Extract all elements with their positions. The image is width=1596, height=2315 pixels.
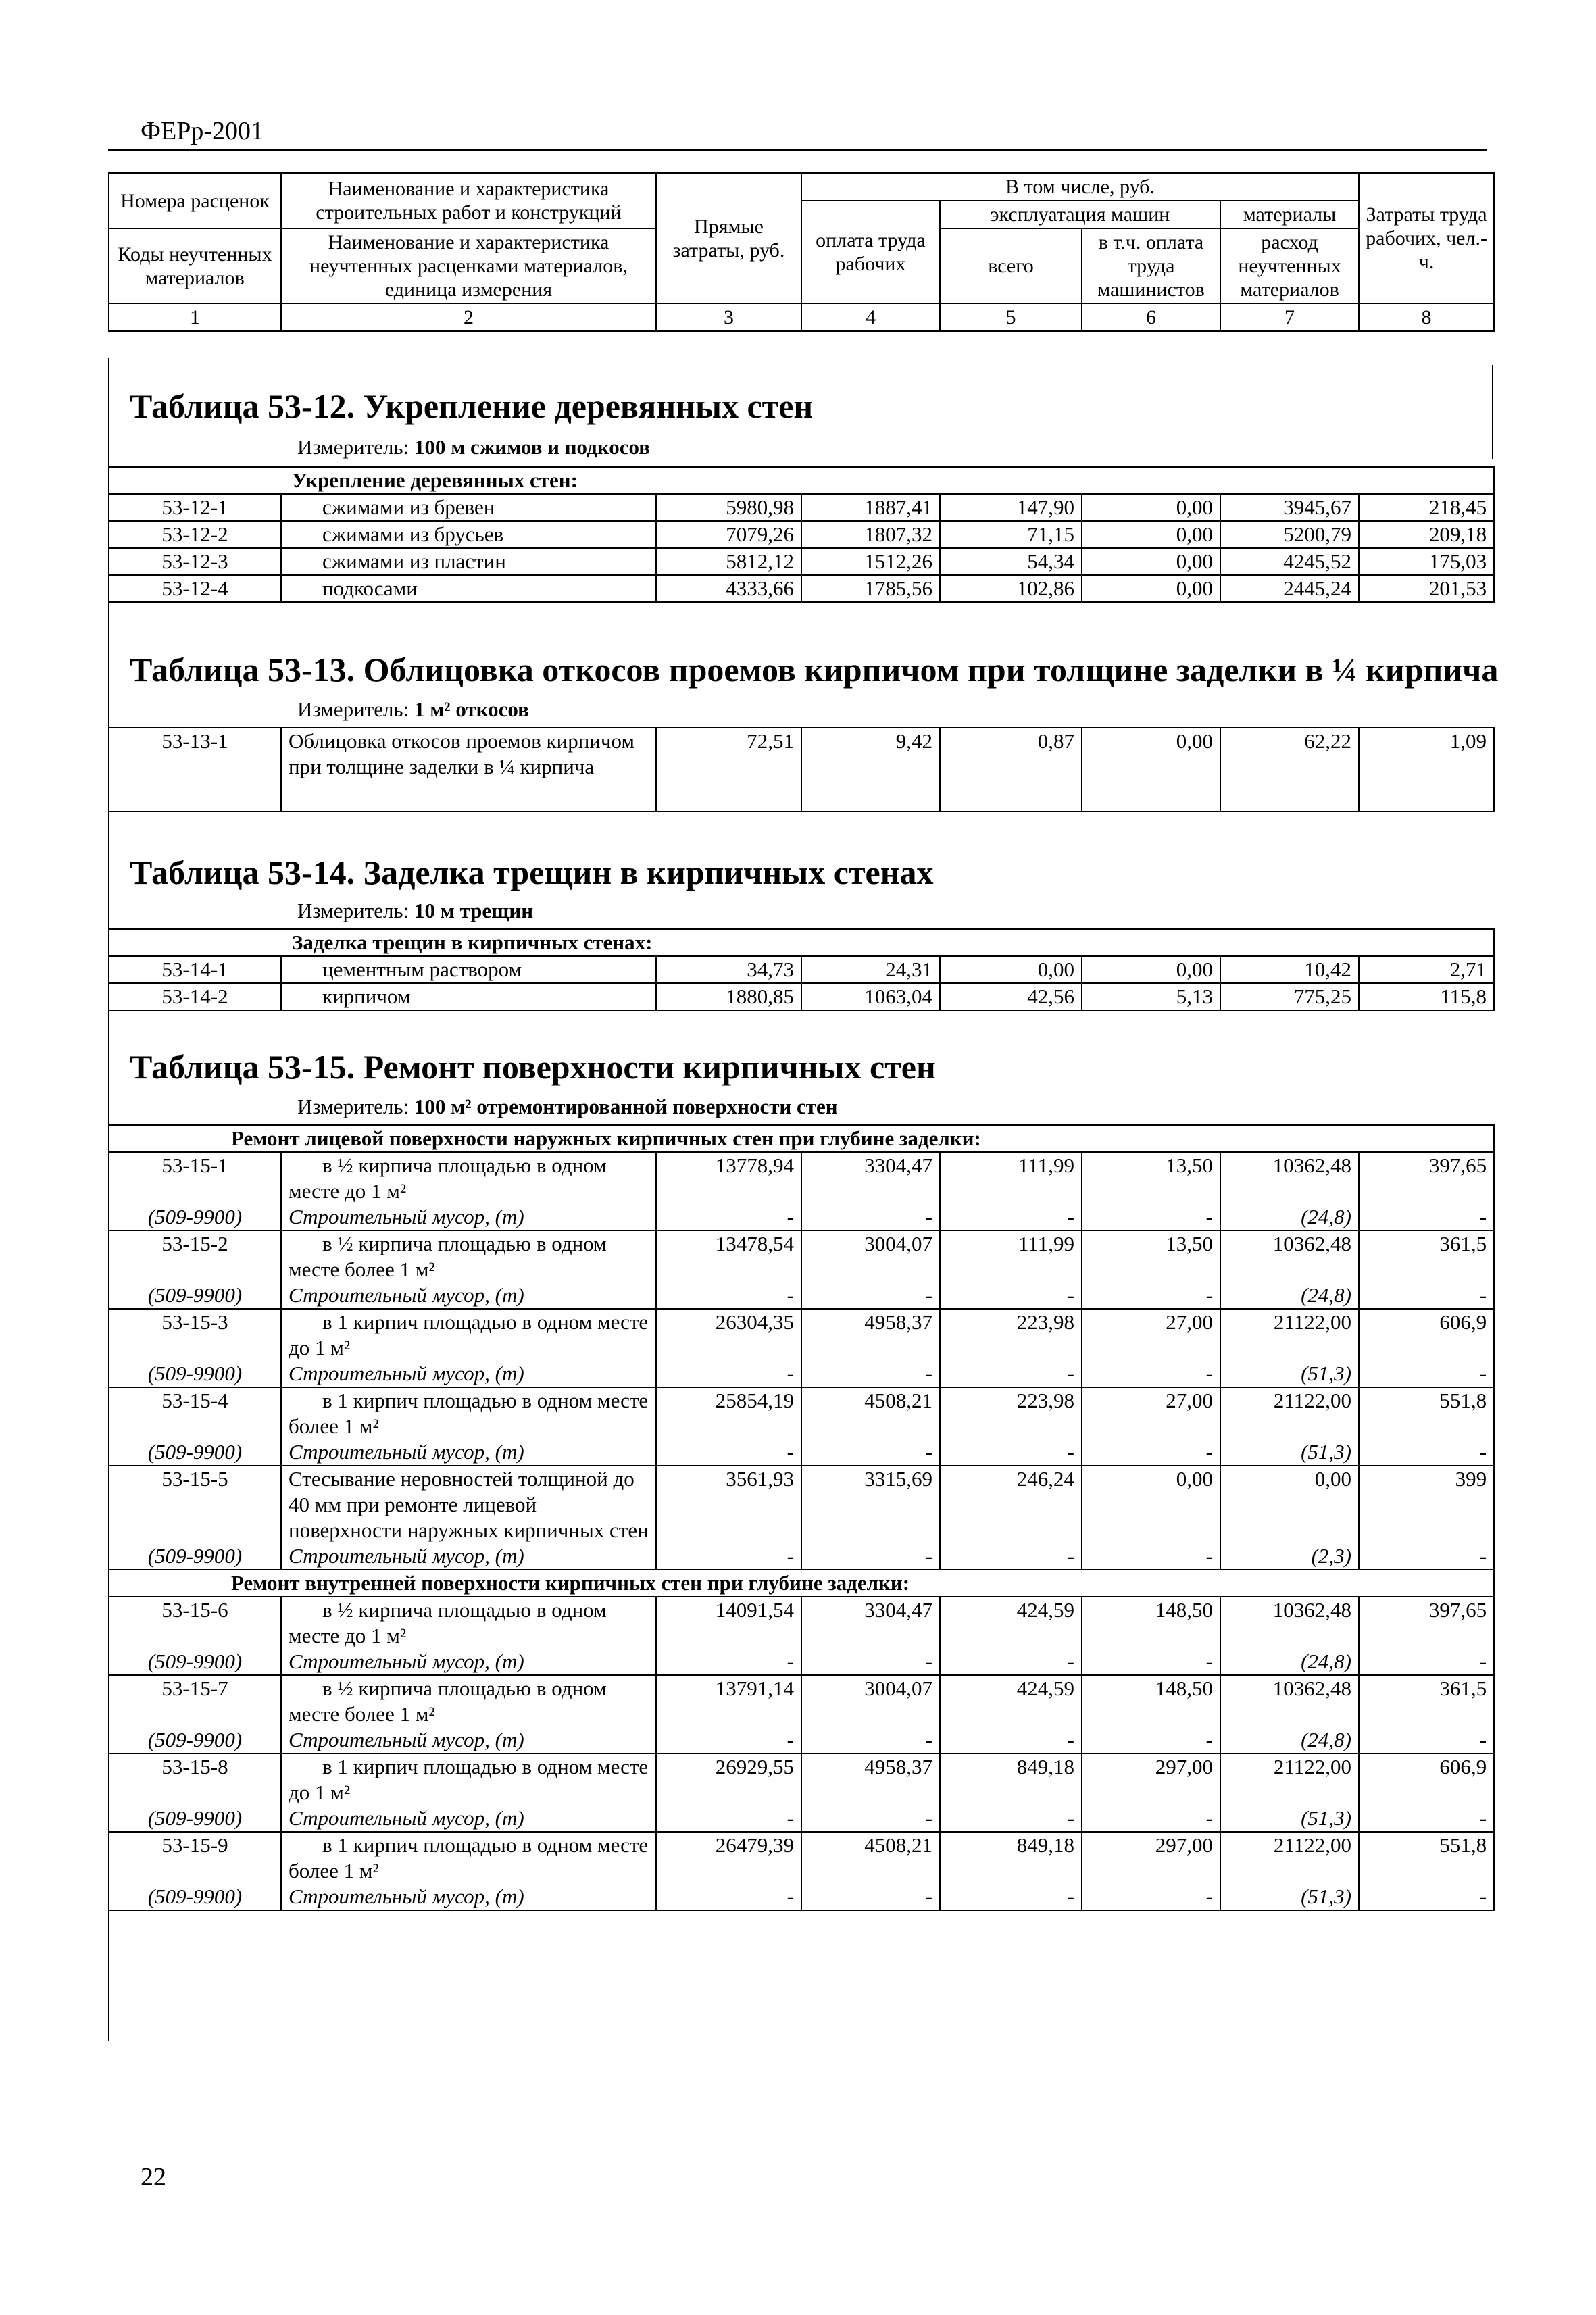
machines-total: 223,98 bbox=[940, 1309, 1082, 1361]
work-name: в ½ кирпича площадью в одном месте более 1 м² bbox=[281, 1675, 656, 1727]
materials: 62,22 bbox=[1220, 728, 1359, 812]
work-name: в 1 кирпич площадью в одном месте до 1 м² bbox=[281, 1309, 656, 1361]
table-row bbox=[109, 1466, 1494, 1543]
materials: 21122,00 bbox=[1220, 1753, 1359, 1806]
wages: 1512,26 bbox=[801, 548, 940, 575]
dash: - bbox=[1082, 1727, 1220, 1753]
dash: - bbox=[656, 1283, 801, 1309]
material-row bbox=[109, 1204, 1494, 1230]
material-name: Строительный мусор, (т) bbox=[281, 1283, 656, 1309]
rate-code: 53-12-4 bbox=[109, 575, 281, 602]
dash: - bbox=[940, 1806, 1082, 1832]
operator-wages: 13,50 bbox=[1082, 1152, 1220, 1204]
dash: - bbox=[656, 1649, 801, 1675]
header-direct-costs: Прямые затраты, руб. bbox=[656, 173, 801, 303]
direct-costs: 13778,94 bbox=[656, 1152, 801, 1204]
direct-costs: 5812,12 bbox=[656, 548, 801, 575]
dash: - bbox=[1082, 1884, 1220, 1910]
labor-hours: 399 bbox=[1359, 1466, 1494, 1543]
wages: 24,31 bbox=[801, 956, 940, 983]
labor-hours: 209,18 bbox=[1359, 521, 1494, 548]
operator-wages: 148,50 bbox=[1082, 1597, 1220, 1649]
material-code: (509-9900) bbox=[109, 1439, 281, 1466]
machines-total: 111,99 bbox=[940, 1152, 1082, 1204]
work-name: в 1 кирпич площадью в одном месте до 1 м² bbox=[281, 1753, 656, 1806]
wages: 3304,47 bbox=[801, 1152, 940, 1204]
material-row bbox=[109, 1884, 1494, 1910]
direct-costs: 13791,14 bbox=[656, 1675, 801, 1727]
rate-code: 53-14-1 bbox=[109, 956, 281, 983]
machines-total: 147,90 bbox=[940, 494, 1082, 521]
table-row bbox=[109, 1753, 1494, 1806]
material-name: Строительный мусор, (т) bbox=[281, 1884, 656, 1910]
work-name: кирпичом bbox=[281, 983, 656, 1010]
direct-costs: 72,51 bbox=[656, 728, 801, 812]
labor-hours: 115,8 bbox=[1359, 983, 1494, 1010]
column-number: 8 bbox=[1359, 303, 1494, 331]
rate-code: 53-15-5 bbox=[109, 1466, 281, 1543]
dash: - bbox=[1359, 1649, 1494, 1675]
table-53-13-measure bbox=[297, 697, 529, 722]
table-row bbox=[109, 494, 1494, 521]
wages: 4958,37 bbox=[801, 1309, 940, 1361]
rate-code: 53-15-9 bbox=[109, 1832, 281, 1884]
work-name: в ½ кирпича площадью в одном месте до 1 м² bbox=[281, 1597, 656, 1649]
dash: - bbox=[940, 1543, 1082, 1570]
group-heading: Укрепление деревянных стен: bbox=[109, 467, 1494, 494]
material-quantity: (24,8) bbox=[1220, 1283, 1359, 1309]
machines-total: 0,00 bbox=[940, 956, 1082, 983]
material-quantity: (51,3) bbox=[1220, 1439, 1359, 1466]
dash: - bbox=[656, 1806, 801, 1832]
dash: - bbox=[940, 1649, 1082, 1675]
document-header: ФЕРр-2001 bbox=[141, 117, 264, 145]
wages: 3004,07 bbox=[801, 1230, 940, 1283]
material-row bbox=[109, 1543, 1494, 1570]
work-name: в 1 кирпич площадью в одном месте более 1 м² bbox=[281, 1832, 656, 1884]
dash: - bbox=[940, 1283, 1082, 1309]
materials: 10362,48 bbox=[1220, 1597, 1359, 1649]
dash: - bbox=[1359, 1361, 1494, 1387]
material-code: (509-9900) bbox=[109, 1204, 281, 1230]
material-quantity: (51,3) bbox=[1220, 1884, 1359, 1910]
wages: 1785,56 bbox=[801, 575, 940, 602]
rate-code: 53-15-3 bbox=[109, 1309, 281, 1361]
material-name: Строительный мусор, (т) bbox=[281, 1727, 656, 1753]
materials: 3945,67 bbox=[1220, 494, 1359, 521]
dash: - bbox=[1082, 1543, 1220, 1570]
dash: - bbox=[940, 1204, 1082, 1230]
material-name: Строительный мусор, (т) bbox=[281, 1439, 656, 1466]
page-number: 22 bbox=[141, 2163, 166, 2191]
dash: - bbox=[940, 1727, 1082, 1753]
right-frame-line bbox=[1492, 365, 1493, 459]
dash: - bbox=[1359, 1204, 1494, 1230]
header-name-bottom: Наименование и характеристика неучтенных расценками материалов, единица измерения bbox=[281, 228, 656, 303]
wages: 3304,47 bbox=[801, 1597, 940, 1649]
table-53-15-measure bbox=[297, 1095, 838, 1119]
materials: 5200,79 bbox=[1220, 521, 1359, 548]
work-name: в ½ кирпича площадью в одном месте более 1 м² bbox=[281, 1230, 656, 1283]
table-row bbox=[109, 983, 1494, 1010]
labor-hours: 1,09 bbox=[1359, 728, 1494, 812]
measure-label: Измеритель: bbox=[297, 697, 409, 721]
operator-wages: 0,00 bbox=[1082, 1466, 1220, 1543]
direct-costs: 13478,54 bbox=[656, 1230, 801, 1283]
dash: - bbox=[1359, 1439, 1494, 1466]
dash: - bbox=[1082, 1439, 1220, 1466]
dash: - bbox=[801, 1884, 940, 1910]
rate-code: 53-12-1 bbox=[109, 494, 281, 521]
material-code: (509-9900) bbox=[109, 1884, 281, 1910]
materials: 21122,00 bbox=[1220, 1387, 1359, 1439]
wages: 4508,21 bbox=[801, 1387, 940, 1439]
labor-hours: 397,65 bbox=[1359, 1597, 1494, 1649]
work-name: цементным раствором bbox=[281, 956, 656, 983]
labor-hours: 201,53 bbox=[1359, 575, 1494, 602]
materials: 2445,24 bbox=[1220, 575, 1359, 602]
labor-hours: 2,71 bbox=[1359, 956, 1494, 983]
operator-wages: 27,00 bbox=[1082, 1309, 1220, 1361]
materials: 10362,48 bbox=[1220, 1675, 1359, 1727]
measure-label: Измеритель: bbox=[297, 435, 409, 459]
table-53-15-title: Таблица 53-15. Ремонт поверхности кирпичных стен bbox=[130, 1048, 936, 1086]
dash: - bbox=[1359, 1727, 1494, 1753]
header-wages: оплата труда рабочих bbox=[801, 201, 940, 303]
header-unaccounted-materials: расход неучтенных материалов bbox=[1220, 228, 1359, 303]
labor-hours: 606,9 bbox=[1359, 1309, 1494, 1361]
material-row bbox=[109, 1727, 1494, 1753]
table-row bbox=[109, 956, 1494, 983]
direct-costs: 25854,19 bbox=[656, 1387, 801, 1439]
material-quantity: (51,3) bbox=[1220, 1806, 1359, 1832]
table-row bbox=[109, 548, 1494, 575]
dash: - bbox=[801, 1361, 940, 1387]
column-number: 6 bbox=[1082, 303, 1220, 331]
dash: - bbox=[801, 1543, 940, 1570]
header-including: В том числе, руб. bbox=[801, 173, 1359, 201]
dash: - bbox=[940, 1361, 1082, 1387]
dash: - bbox=[1359, 1884, 1494, 1910]
labor-hours: 175,03 bbox=[1359, 548, 1494, 575]
dash: - bbox=[801, 1439, 940, 1466]
material-row bbox=[109, 1361, 1494, 1387]
wages: 1063,04 bbox=[801, 983, 940, 1010]
materials: 10,42 bbox=[1220, 956, 1359, 983]
dash: - bbox=[1082, 1806, 1220, 1832]
material-code: (509-9900) bbox=[109, 1727, 281, 1753]
operator-wages: 0,00 bbox=[1082, 728, 1220, 812]
operator-wages: 0,00 bbox=[1082, 575, 1220, 602]
rate-code: 53-15-4 bbox=[109, 1387, 281, 1439]
labor-hours: 361,5 bbox=[1359, 1675, 1494, 1727]
material-row bbox=[109, 1806, 1494, 1832]
operator-wages: 13,50 bbox=[1082, 1230, 1220, 1283]
header-name-top: Наименование и характеристика строительных работ и конструкций bbox=[281, 173, 656, 228]
labor-hours: 361,5 bbox=[1359, 1230, 1494, 1283]
operator-wages: 0,00 bbox=[1082, 956, 1220, 983]
table-53-12-title: Таблица 53-12. Укрепление деревянных стен bbox=[130, 387, 814, 425]
material-quantity: (51,3) bbox=[1220, 1361, 1359, 1387]
header-operator-wages: в т.ч. оплата труда машинистов bbox=[1082, 228, 1220, 303]
machines-total: 223,98 bbox=[940, 1387, 1082, 1439]
dash: - bbox=[656, 1543, 801, 1570]
table-53-15 bbox=[108, 1124, 1495, 1911]
header-codes-bottom: Коды неучтенных материалов bbox=[109, 228, 281, 303]
operator-wages: 27,00 bbox=[1082, 1387, 1220, 1439]
operator-wages: 0,00 bbox=[1082, 548, 1220, 575]
materials: 10362,48 bbox=[1220, 1152, 1359, 1204]
material-name: Строительный мусор, (т) bbox=[281, 1806, 656, 1832]
material-code: (509-9900) bbox=[109, 1361, 281, 1387]
dash: - bbox=[801, 1283, 940, 1309]
wages: 4958,37 bbox=[801, 1753, 940, 1806]
measure-value: 100 м сжимов и подкосов bbox=[414, 435, 651, 459]
dash: - bbox=[656, 1439, 801, 1466]
table-row bbox=[109, 1832, 1494, 1884]
machines-total: 246,24 bbox=[940, 1466, 1082, 1543]
materials: 4245,52 bbox=[1220, 548, 1359, 575]
dash: - bbox=[656, 1361, 801, 1387]
dash: - bbox=[801, 1727, 940, 1753]
table-row bbox=[109, 1387, 1494, 1439]
materials: 10362,48 bbox=[1220, 1230, 1359, 1283]
table-53-13-title: Таблица 53-13. Облицовка откосов проемов кирпичом при толщине заделки в ¼ кирпича bbox=[130, 651, 1499, 689]
table-row bbox=[109, 1597, 1494, 1649]
labor-hours: 551,8 bbox=[1359, 1832, 1494, 1884]
header-materials: материалы bbox=[1220, 201, 1359, 228]
material-code: (509-9900) bbox=[109, 1806, 281, 1832]
work-name: подкосами bbox=[281, 575, 656, 602]
table-row bbox=[109, 575, 1494, 602]
table-row bbox=[109, 521, 1494, 548]
rate-code: 53-15-7 bbox=[109, 1675, 281, 1727]
measure-label: Измеритель: bbox=[297, 899, 409, 922]
measure-label: Измеритель: bbox=[297, 1095, 409, 1118]
labor-hours: 397,65 bbox=[1359, 1152, 1494, 1204]
direct-costs: 14091,54 bbox=[656, 1597, 801, 1649]
wages: 3004,07 bbox=[801, 1675, 940, 1727]
table-53-13 bbox=[108, 727, 1495, 812]
wages: 9,42 bbox=[801, 728, 940, 812]
material-row bbox=[109, 1649, 1494, 1675]
column-number: 7 bbox=[1220, 303, 1359, 331]
table-53-14-title: Таблица 53-14. Заделка трещин в кирпичных стенах bbox=[130, 853, 934, 891]
measure-value: 100 м² отремонтированной поверхности стен bbox=[414, 1095, 838, 1118]
rate-code: 53-15-2 bbox=[109, 1230, 281, 1283]
materials: 775,25 bbox=[1220, 983, 1359, 1010]
materials: 0,00 bbox=[1220, 1466, 1359, 1543]
wages: 3315,69 bbox=[801, 1466, 940, 1543]
material-code: (509-9900) bbox=[109, 1283, 281, 1309]
group-heading: Ремонт внутренней поверхности кирпичных стен при глубине заделки: bbox=[109, 1570, 1494, 1597]
measure-value: 1 м² откосов bbox=[414, 697, 529, 721]
direct-costs: 26929,55 bbox=[656, 1753, 801, 1806]
dash: - bbox=[940, 1884, 1082, 1910]
group-heading-row bbox=[109, 1570, 1494, 1597]
rate-code: 53-15-1 bbox=[109, 1152, 281, 1204]
dash: - bbox=[1082, 1361, 1220, 1387]
table-row bbox=[109, 1230, 1494, 1283]
operator-wages: 297,00 bbox=[1082, 1753, 1220, 1806]
wages: 4508,21 bbox=[801, 1832, 940, 1884]
machines-total: 42,56 bbox=[940, 983, 1082, 1010]
material-code: (509-9900) bbox=[109, 1649, 281, 1675]
material-quantity: (24,8) bbox=[1220, 1649, 1359, 1675]
material-code: (509-9900) bbox=[109, 1543, 281, 1570]
wages: 1807,32 bbox=[801, 521, 940, 548]
header-machines-total: всего bbox=[940, 228, 1082, 303]
operator-wages: 0,00 bbox=[1082, 494, 1220, 521]
table-53-12 bbox=[108, 466, 1495, 603]
material-name: Строительный мусор, (т) bbox=[281, 1543, 656, 1570]
header-rule bbox=[108, 149, 1487, 151]
material-name: Строительный мусор, (т) bbox=[281, 1204, 656, 1230]
direct-costs: 26479,39 bbox=[656, 1832, 801, 1884]
group-heading: Заделка трещин в кирпичных стенах: bbox=[109, 929, 1494, 956]
machines-total: 54,34 bbox=[940, 548, 1082, 575]
dash: - bbox=[1359, 1543, 1494, 1570]
table-row bbox=[109, 1309, 1494, 1361]
machines-total: 0,87 bbox=[940, 728, 1082, 812]
rate-code: 53-12-2 bbox=[109, 521, 281, 548]
dash: - bbox=[1082, 1649, 1220, 1675]
work-name: в 1 кирпич площадью в одном месте более 1 м² bbox=[281, 1387, 656, 1439]
material-quantity: (2,3) bbox=[1220, 1543, 1359, 1570]
wages: 1887,41 bbox=[801, 494, 940, 521]
operator-wages: 5,13 bbox=[1082, 983, 1220, 1010]
work-name: в ½ кирпича площадью в одном месте до 1 м² bbox=[281, 1152, 656, 1204]
header-labor-hours: Затраты труда рабочих, чел.-ч. bbox=[1359, 173, 1494, 303]
operator-wages: 148,50 bbox=[1082, 1675, 1220, 1727]
measure-value: 10 м трещин bbox=[414, 899, 534, 922]
material-name: Строительный мусор, (т) bbox=[281, 1361, 656, 1387]
rate-code: 53-12-3 bbox=[109, 548, 281, 575]
material-row bbox=[109, 1439, 1494, 1466]
machines-total: 849,18 bbox=[940, 1753, 1082, 1806]
work-name: Облицовка откосов проемов кирпичом при толщине заделки в ¼ кирпича bbox=[281, 728, 656, 812]
table-row bbox=[109, 728, 1494, 812]
group-heading: Ремонт лицевой поверхности наружных кирпичных стен при глубине заделки: bbox=[109, 1125, 1494, 1152]
labor-hours: 218,45 bbox=[1359, 494, 1494, 521]
rate-code: 53-14-2 bbox=[109, 983, 281, 1010]
materials: 21122,00 bbox=[1220, 1309, 1359, 1361]
header-machines: эксплуатация машин bbox=[940, 201, 1220, 228]
column-number: 5 bbox=[940, 303, 1082, 331]
rate-code: 53-15-8 bbox=[109, 1753, 281, 1806]
work-name: сжимами из бревен bbox=[281, 494, 656, 521]
dash: - bbox=[940, 1439, 1082, 1466]
operator-wages: 297,00 bbox=[1082, 1832, 1220, 1884]
dash: - bbox=[801, 1649, 940, 1675]
column-number: 2 bbox=[281, 303, 656, 331]
direct-costs: 1880,85 bbox=[656, 983, 801, 1010]
dash: - bbox=[656, 1884, 801, 1910]
machines-total: 71,15 bbox=[940, 521, 1082, 548]
material-quantity: (24,8) bbox=[1220, 1204, 1359, 1230]
dash: - bbox=[656, 1204, 801, 1230]
rate-code: 53-13-1 bbox=[109, 728, 281, 812]
header-codes-top: Номера расценок bbox=[109, 173, 281, 228]
direct-costs: 26304,35 bbox=[656, 1309, 801, 1361]
direct-costs: 7079,26 bbox=[656, 521, 801, 548]
dash: - bbox=[656, 1727, 801, 1753]
work-name: сжимами из брусьев bbox=[281, 521, 656, 548]
dash: - bbox=[1359, 1283, 1494, 1309]
table-53-12-measure bbox=[297, 435, 650, 459]
dash: - bbox=[1359, 1806, 1494, 1832]
column-header-table bbox=[108, 172, 1495, 332]
direct-costs: 3561,93 bbox=[656, 1466, 801, 1543]
table-row bbox=[109, 1152, 1494, 1204]
rate-code: 53-15-6 bbox=[109, 1597, 281, 1649]
materials: 21122,00 bbox=[1220, 1832, 1359, 1884]
machines-total: 102,86 bbox=[940, 575, 1082, 602]
column-number: 4 bbox=[801, 303, 940, 331]
machines-total: 111,99 bbox=[940, 1230, 1082, 1283]
work-name: сжимами из пластин bbox=[281, 548, 656, 575]
machines-total: 424,59 bbox=[940, 1675, 1082, 1727]
work-name: Стесывание неровностей толщиной до 40 мм при ремонте лицевой поверхности наружных кирпичных стен bbox=[281, 1466, 656, 1543]
material-name: Строительный мусор, (т) bbox=[281, 1649, 656, 1675]
labor-hours: 551,8 bbox=[1359, 1387, 1494, 1439]
group-heading-row bbox=[109, 1125, 1494, 1152]
table-53-14 bbox=[108, 928, 1495, 1011]
dash: - bbox=[801, 1204, 940, 1230]
machines-total: 849,18 bbox=[940, 1832, 1082, 1884]
direct-costs: 34,73 bbox=[656, 956, 801, 983]
column-number: 3 bbox=[656, 303, 801, 331]
column-number: 1 bbox=[109, 303, 281, 331]
labor-hours: 606,9 bbox=[1359, 1753, 1494, 1806]
operator-wages: 0,00 bbox=[1082, 521, 1220, 548]
dash: - bbox=[801, 1806, 940, 1832]
material-row bbox=[109, 1283, 1494, 1309]
table-row bbox=[109, 1675, 1494, 1727]
dash: - bbox=[1082, 1283, 1220, 1309]
material-quantity: (24,8) bbox=[1220, 1727, 1359, 1753]
direct-costs: 4333,66 bbox=[656, 575, 801, 602]
machines-total: 424,59 bbox=[940, 1597, 1082, 1649]
table-53-14-measure bbox=[297, 899, 533, 923]
direct-costs: 5980,98 bbox=[656, 494, 801, 521]
dash: - bbox=[1082, 1204, 1220, 1230]
